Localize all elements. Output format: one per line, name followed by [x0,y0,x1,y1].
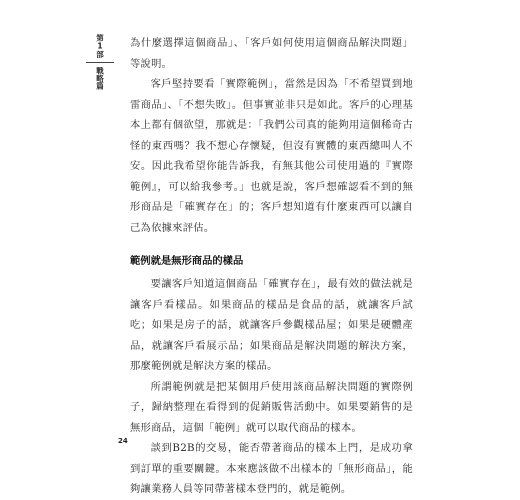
running-header [85,34,115,90]
paragraph: 所謂範例就是把某個用戶使用該商品解決問題的實際例子，歸納整理在看得到的促銷販售活動中。如果要銷售的是無形商品，這個「範例」就可以取代商品的樣本。 [130,380,413,434]
part-title: 戰略篇 [95,67,105,90]
section-heading: 範例就是無形商品的樣品 [130,255,244,267]
paragraph: 客戶堅持要看「實際範例」，當然是因為「不希望買到地雷商品」、「不想失敗」。但事實並非只是如此。客戶的心理基本上都有個欲望，那就是：「我們公司真的能夠用這個稀奇古怪的東西嗎？我不想心存懷疑，但沒有實體的東西總叫人不安。因此我希望你能告訴我，有無其他公司使用過的『實際範例』，可以給我參考。」也就是說，客戶想確認看不到的無形商品是「確實存在」的；客戶想知道有什麼東西可以讓自己為依據來評估。 [130,78,413,234]
paragraph: 談到B2B的交易，能否帶著商品的樣本上門，是成功拿到訂單的重要關鍵。本來應該做不出樣本的「無形商品」，能夠讓業務人員等同帶著樣本登門的，就是範例。 [130,442,413,495]
paragraph-continued: 為什麼選擇這個商品」、「客戶如何使用這個商品解決問題」等說明。 [130,37,413,70]
body-text [130,33,413,500]
paragraph: 要讓客戶知道這個商品「確實存在」，最有效的做法就是讓客戶看樣品。如果商品的樣品是食品的話，就讓客戶試吃；如果是房子的話，就讓客戶參觀樣品屋；如果是硬體產品，就讓客戶看展示品；如果商品是解決問題的解決方案，那麼範例就是解決方案的樣品。 [130,278,413,372]
page-number: 24 [118,437,128,445]
header-divider [86,62,114,63]
part-label: 第1部 [95,34,105,58]
